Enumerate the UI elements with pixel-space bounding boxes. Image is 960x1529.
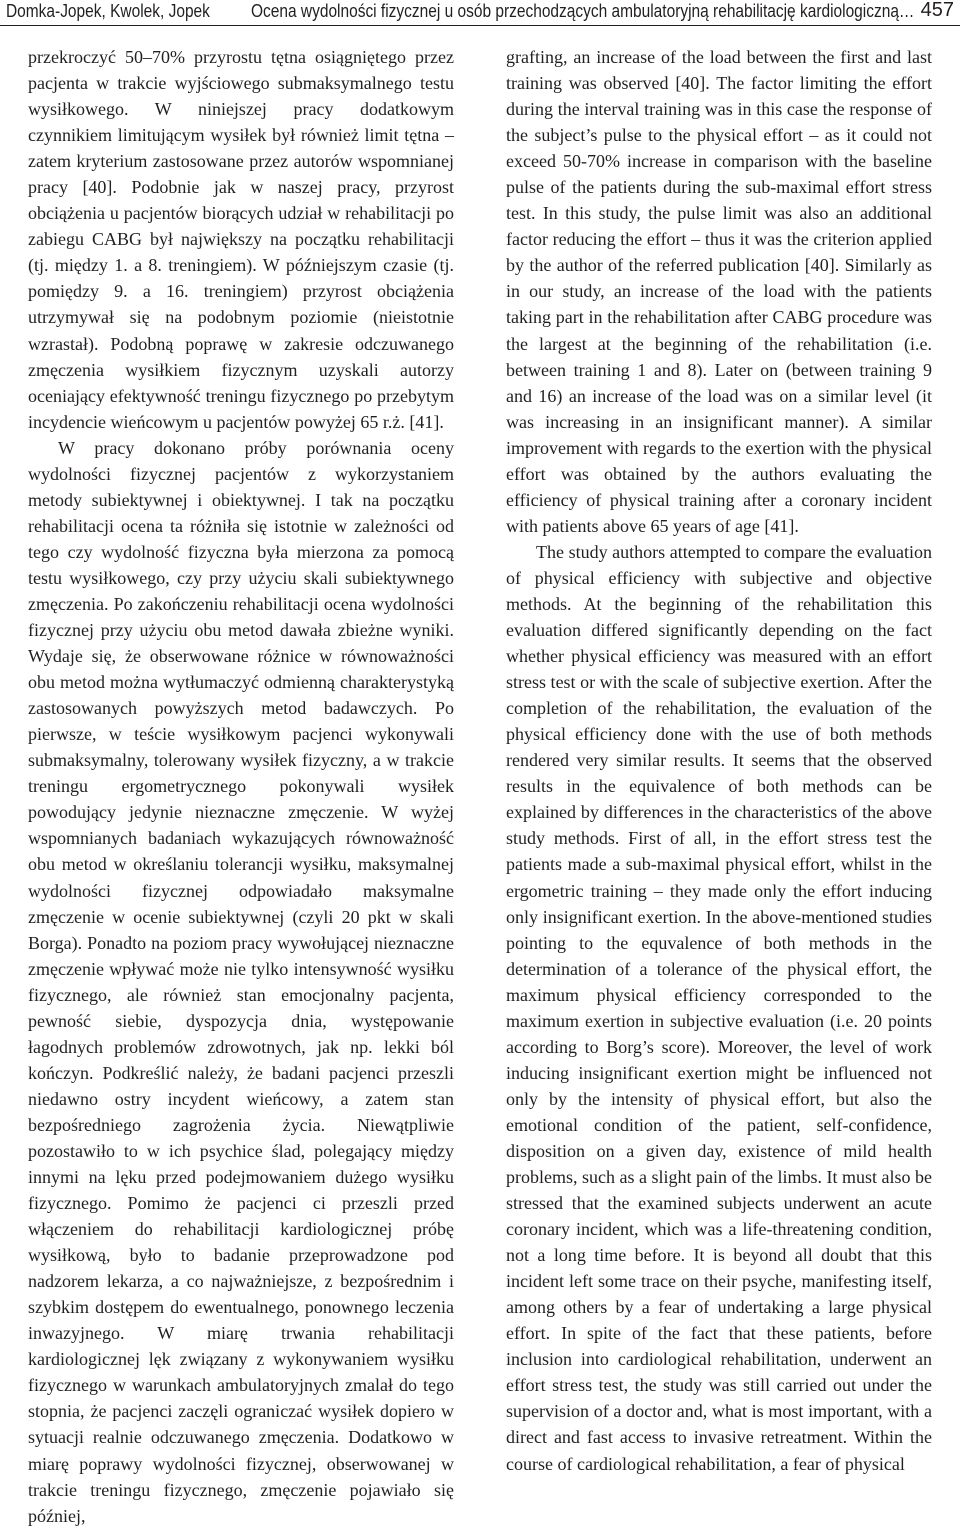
header-running-title: Ocena wydolności fizycznej u osób przechodzących ambulatoryjną rehabilitację kardiologiczną… <box>251 1 915 21</box>
right-paragraph-1: grafting, an increase of the load between the first and last training was observed [40]. The factor limiting the effort during the interval training was in this case the response of the subject’s pulse to the physical effort – as it could not exceed 50-70% increase in comparison with the baseline pulse of the patients during the sub-maximal effort stress test. In this study, the pulse limit was also an additional factor reducing the effort – thus it was the criterion applied by the author of the referred publication [40]. Similarly as in our study, an increase of the load with the patients taking part in the rehabilitation after CABG procedure was the largest at the beginning of the rehabilitation (i.e. between training 1 and 8). Later on (between training 9 and 16) an increase of the load was on a similar level (it was increasing in an insignificant manner). A similar improvement with regards to the exertion with the physical effort was obtained by the authors evaluating the efficiency of physical training after a coronary incident with patients above 65 years of age [41]. <box>506 47 932 536</box>
header-authors: Domka-Jopek, Kwolek, Jopek <box>6 1 210 21</box>
right-column <box>506 44 932 1477</box>
left-column <box>28 44 454 1529</box>
right-paragraph-2: The study authors attempted to compare the evaluation of physical efficiency with subjective and objective methods. At the beginning of the rehabilitation this evaluation differed significantly depending on the fact whether physical efficiency was measured with an effort stress test or with the scale of subjective exertion. After the completion of the rehabilitation, the evaluation of the physical efficiency done with the use of both methods rendered very similar results. It seems that the observed results in the equivalence of both methods can be explained by differences in the characteristics of the above study methods. First of all, in the effort stress test the patients made a sub-maximal physical effort, whilst in the ergometric training – they made only the effort inducing only insignificant exertion. In the above-mentioned studies pointing to the equvalence of both methods in the determination of a tolerance of the physical effort, the maximum physical efficiency corresponded to the maximum exertion in subjective evaluation (i.e. 20 points according to Borg’s score). Moreover, the level of work inducing insignificant exertion might be influenced not only by the intensity of physical effort, but also the emotional condition of the patient, self-confidence, disposition on a given day, existence of mild health problems, such as a slight pain of the limbs. It must also be stressed that the examined subjects underwent an acute coronary incident, which was a life-threatening condition, not a long time before. It is beyond all doubt that this incident left some trace on their psyche, manifesting itself, among others by a fear of undertaking a large physical effort. In spite of the fact that these patients, before inclusion into cardiological rehabilitation, underwent an effort stress test, the study was still carried out under the supervision of a doctor and, what is most important, with a direct and fast access to invasive retreatment. Within the course of cardiological rehabilitation, a fear of physical <box>506 541 932 1474</box>
left-paragraph-1: przekroczyć 50–70% przyrostu tętna osiągniętego przez pacjenta w trakcie wyjściowego submaksymalnego testu wysiłkowego. W niniejszej pracy dodatkowym czynnikiem limitującym wysiłek był również limit tętna – zatem kryterium zastosowane przez autorów wspomnianej pracy [40]. Podobnie jak w naszej pracy, przyrost obciążenia u pacjentów biorących udział w rehabilitacji po zabiegu CABG był największy na początku rehabilitacji (tj. między 1. a 8. treningiem). W późniejszym czasie (tj. pomiędzy 9. a 16. treningiem) przyrost obciążenia utrzymywał się na podobnym poziomie (nieistotnie wzrastał). Podobną poprawę w zakresie odczuwanego zmęczenia wysiłkiem fizycznym uzyskali autorzy oceniający efektywność treningu fizycznego po przebytym incydencie wieńcowym u pacjentów powyżej 65 r.ż. [41]. <box>28 47 454 432</box>
left-paragraph-2: W pracy dokonano próby porównania oceny wydolności fizycznej pacjentów z wykorzystaniem metody subiektywnej i obiektywnej. I tak na początku rehabilitacji ocena ta różniła się istotnie w zależności od tego czy wydolność fizyczna była mierzona za pomocą testu wysiłkowego, czy przy użyciu skali subiektywnego zmęczenia. Po zakończeniu rehabilitacji ocena wydolności fizycznej przy użyciu obu metod dawała zbieżne wyniki. Wydaje się, że obserwowane różnice w równoważności obu metod można wytłumaczyć odmienną charakterystyką zastosowanych powyższych metod badawczych. Po pierwsze, w teście wysiłkowym pacjenci wykonywali submaksymalny, tolerowany wysiłek fizyczny, a w trakcie treningu ergometrycznego pokonywali wysiłek powodujący jedynie nieznaczne zmęczenie. W wyżej wspomnianych badaniach wykazujących równoważność obu metod w określaniu tolerancji wysiłku, maksymalnej wydolności fizycznej odpowiadało maksymalne zmęczenie w ocenie subiektywnej (czyli 20 pkt w skali Borga). Ponadto na poziom pracy wywołującej nieznaczne zmęczenie wpływać może nie tylko intensywność wysiłku fizycznego, ale również stan emocjonalny pacjenta, pewność siebie, dyspozycja dnia, występowanie łagodnych problemów zdrowotnych, jak np. lekki ból kończyn. Podkreślić należy, że badani pacjenci przeszli niedawno ostry incydent wieńcowy, a zatem stan bezpośredniego zagrożenia życia. Niewątpliwie pozostawiło to w ich psychice ślad, polegający między innymi na lęku przed podejmowaniem dużego wysiłku fizycznego. Pomimo że pacjenci ci przeszli przed włączeniem do rehabilitacji kardiologicznej próbę wysiłkową, było to badanie przeprowadzone pod nadzorem lekarza, a co najważniejsze, z bezpośrednim i szybkim dostępem do ewentualnego, ponownego leczenia inwazyjnego. W miarę trwania rehabilitacji kardiologicznej lęk związany z wykonywaniem wysiłku fizycznego w warunkach ambulatoryjnych zmalał do tego stopnia, że pacjenci zaczęli ograniczać wysiłek dopiero w sytuacji realnie odczuwanego zmęczenia. Dodatkowo w miarę poprawy wydolności fizycznej, obserwowanej w trakcie treningu fizycznego, zmęczenie pojawiało się później, <box>28 437 454 1526</box>
page-number: 457 <box>920 0 954 21</box>
header-rule <box>0 25 960 26</box>
running-header <box>0 0 960 30</box>
